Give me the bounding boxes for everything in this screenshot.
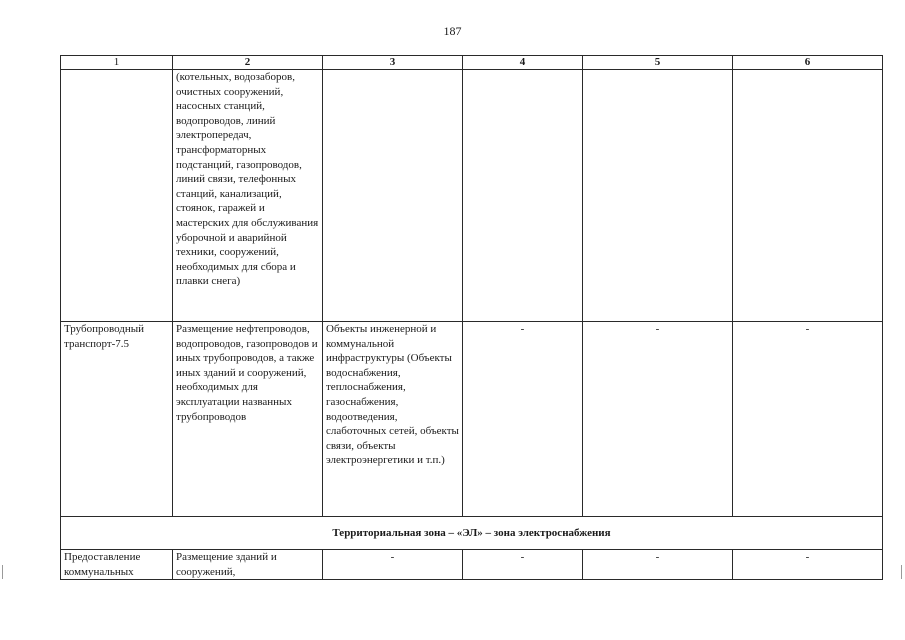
scan-edge-mark (901, 565, 902, 579)
table-cell: Размещение зданий и сооружений, (173, 550, 323, 580)
table-cell (583, 70, 733, 322)
table-cell (61, 70, 173, 322)
table-cell: - (463, 322, 583, 517)
column-number: 3 (323, 56, 463, 70)
table-cell: - (583, 550, 733, 580)
table-cell (323, 70, 463, 322)
column-number: 6 (733, 56, 883, 70)
column-number-row (61, 56, 883, 70)
table-cell (463, 70, 583, 322)
table-row (61, 322, 883, 517)
table-row (61, 550, 883, 580)
table-cell: - (463, 550, 583, 580)
table-cell: - (733, 550, 883, 580)
column-number: 4 (463, 56, 583, 70)
column-number: 2 (173, 56, 323, 70)
table-cell: (котельных, водозаборов, очистных сооружений, насосных станций, водопроводов, линий электропередач, трансформаторных подстанций, газопроводов, линий связи, телефонных станций, канализаций, стоянок, гаражей и мастерских для обслуживания уборочной и аварийной техники, сооружений, необходимых для сбора и плавки снега) (173, 70, 323, 322)
land-use-table (60, 55, 883, 580)
table-cell: Размещение нефтепроводов, водопроводов, газопроводов и иных трубопроводов, а также иных зданий и сооружений, необходимых для эксплуатации названных трубопроводов (173, 322, 323, 517)
table-row (61, 70, 883, 322)
table-cell: Предоставление коммунальных (61, 550, 173, 580)
scan-edge-mark (2, 565, 3, 579)
column-number: 1 (61, 56, 173, 70)
zone-title: Территориальная зона – «ЭЛ» – зона электроснабжения (61, 517, 883, 550)
zone-heading-row (61, 517, 883, 550)
table-cell: Объекты инженерной и коммунальной инфраструктуры (Объекты водоснабжения, теплоснабжения, газоснабжения, водоотведения, слаботочных сетей, объекты связи, объекты электроэнергетики и т.п.) (323, 322, 463, 517)
page-number: 187 (443, 24, 462, 38)
table-cell: - (733, 322, 883, 517)
table-cell (733, 70, 883, 322)
table-cell: - (323, 550, 463, 580)
column-number: 5 (583, 56, 733, 70)
table-cell: - (583, 322, 733, 517)
table-cell: Трубопроводный транспорт-7.5 (61, 322, 173, 517)
